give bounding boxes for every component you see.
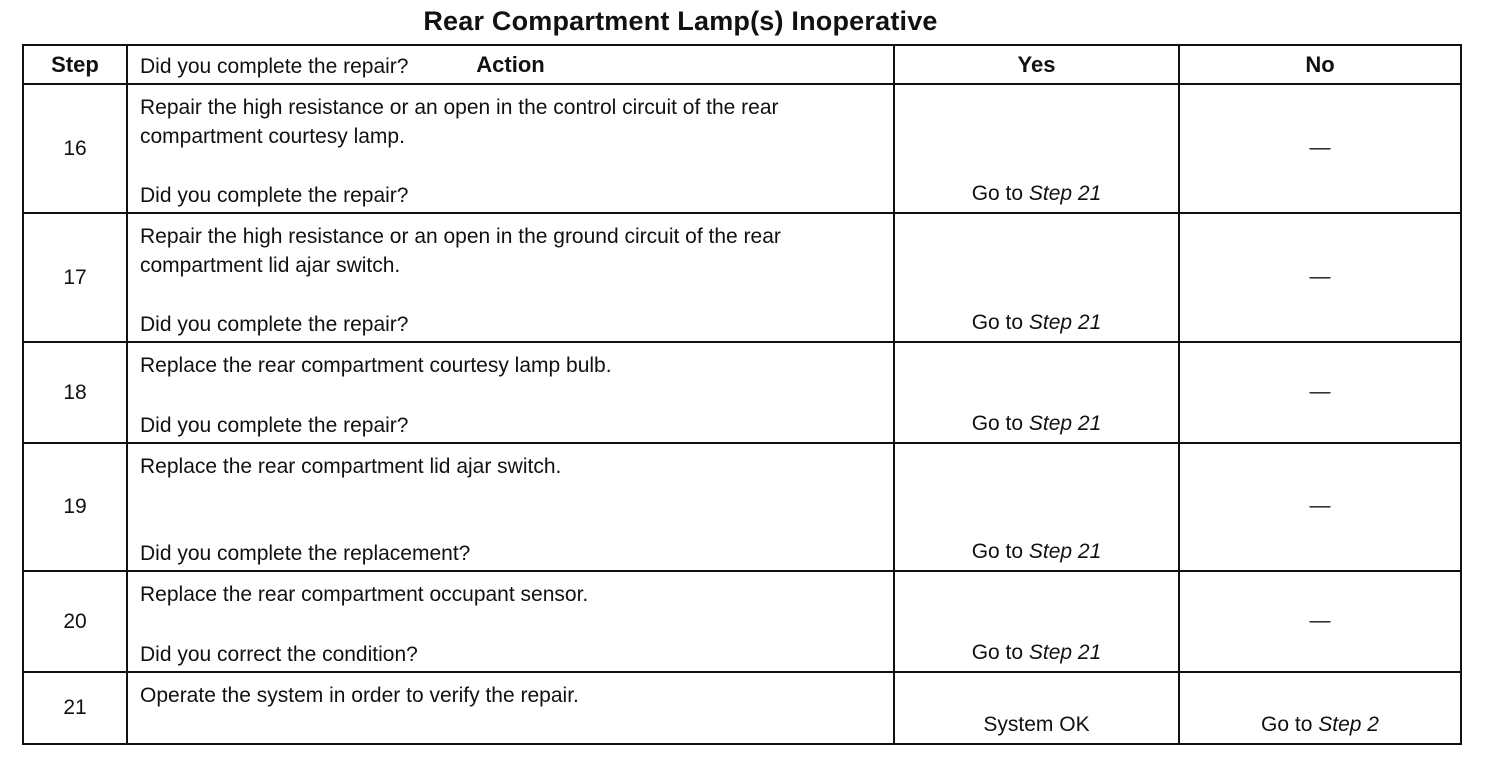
no-cell [1179,672,1461,744]
action-cell [127,643,894,744]
yes-cell [894,213,1179,342]
action-question: Did you complete the repair? [140,414,409,437]
yes-cell [894,672,1179,744]
no-cell [1179,342,1461,443]
diagnostic-table [22,44,1462,745]
yes-text: System OK [983,713,1090,736]
yes-cell [894,84,1179,213]
no-dash: — [1309,135,1331,159]
header-action: Action [127,45,894,84]
yes-step-link[interactable]: Step 21 [1028,641,1102,664]
step-number: 21 [23,672,127,744]
document-title: Rear Compartment Lamp(s) Inoperative [423,6,938,36]
action-question: Did you complete the repair? [140,55,409,78]
no-step-link[interactable]: Step 2 [1318,713,1379,736]
yes-cell [894,571,1179,672]
header-step: Step [23,45,127,84]
action-question: Did you complete the repair? [140,184,409,207]
action-question: Did you complete the replacement? [140,542,471,565]
action-instruction: Operate the system in order to verify the repair. [140,684,579,707]
yes-text: Go to [971,311,1029,334]
no-dash: — [1309,379,1331,403]
step-number: 17 [23,213,127,342]
no-dash: — [1309,264,1331,288]
header-no: No [1179,45,1461,84]
table-row [23,672,1461,744]
no-cell [1179,443,1461,571]
step-number: 18 [23,342,127,443]
yes-text: Go to [971,540,1029,563]
yes-cell [894,342,1179,443]
action-question: Did you correct the condition? [140,643,418,666]
action-instruction: Replace the rear compartment courtesy lamp bulb. [140,354,612,377]
step-number: 20 [23,571,127,672]
yes-step-link[interactable]: Step 21 [1028,311,1102,334]
no-text: Go to [1261,713,1319,736]
no-dash: — [1309,608,1331,632]
no-cell [1179,571,1461,672]
action-instruction: Replace the rear compartment lid ajar switch. [140,455,562,478]
yes-text: Go to [971,412,1029,435]
no-cell [1179,84,1461,213]
yes-text: Go to [971,182,1029,205]
yes-step-link[interactable]: Step 21 [1028,540,1102,563]
no-cell [1179,213,1461,342]
yes-step-link[interactable]: Step 21 [1028,412,1102,435]
yes-step-link[interactable]: Step 21 [1028,182,1102,205]
action-instruction: Repair the high resistance or an open in the control circuit of the rear compartment courtesy lamp. [140,96,779,148]
header-yes: Yes [894,45,1179,84]
step-number: 16 [23,84,127,213]
action-question: Did you complete the repair? [140,313,409,336]
yes-cell [894,443,1179,571]
step-number: 19 [23,443,127,571]
no-dash: — [1309,493,1331,517]
yes-text: Go to [971,641,1029,664]
action-instruction: Repair the high resistance or an open in the ground circuit of the rear compartment lid ajar switch. [140,225,781,277]
action-instruction: Replace the rear compartment occupant sensor. [140,583,589,606]
